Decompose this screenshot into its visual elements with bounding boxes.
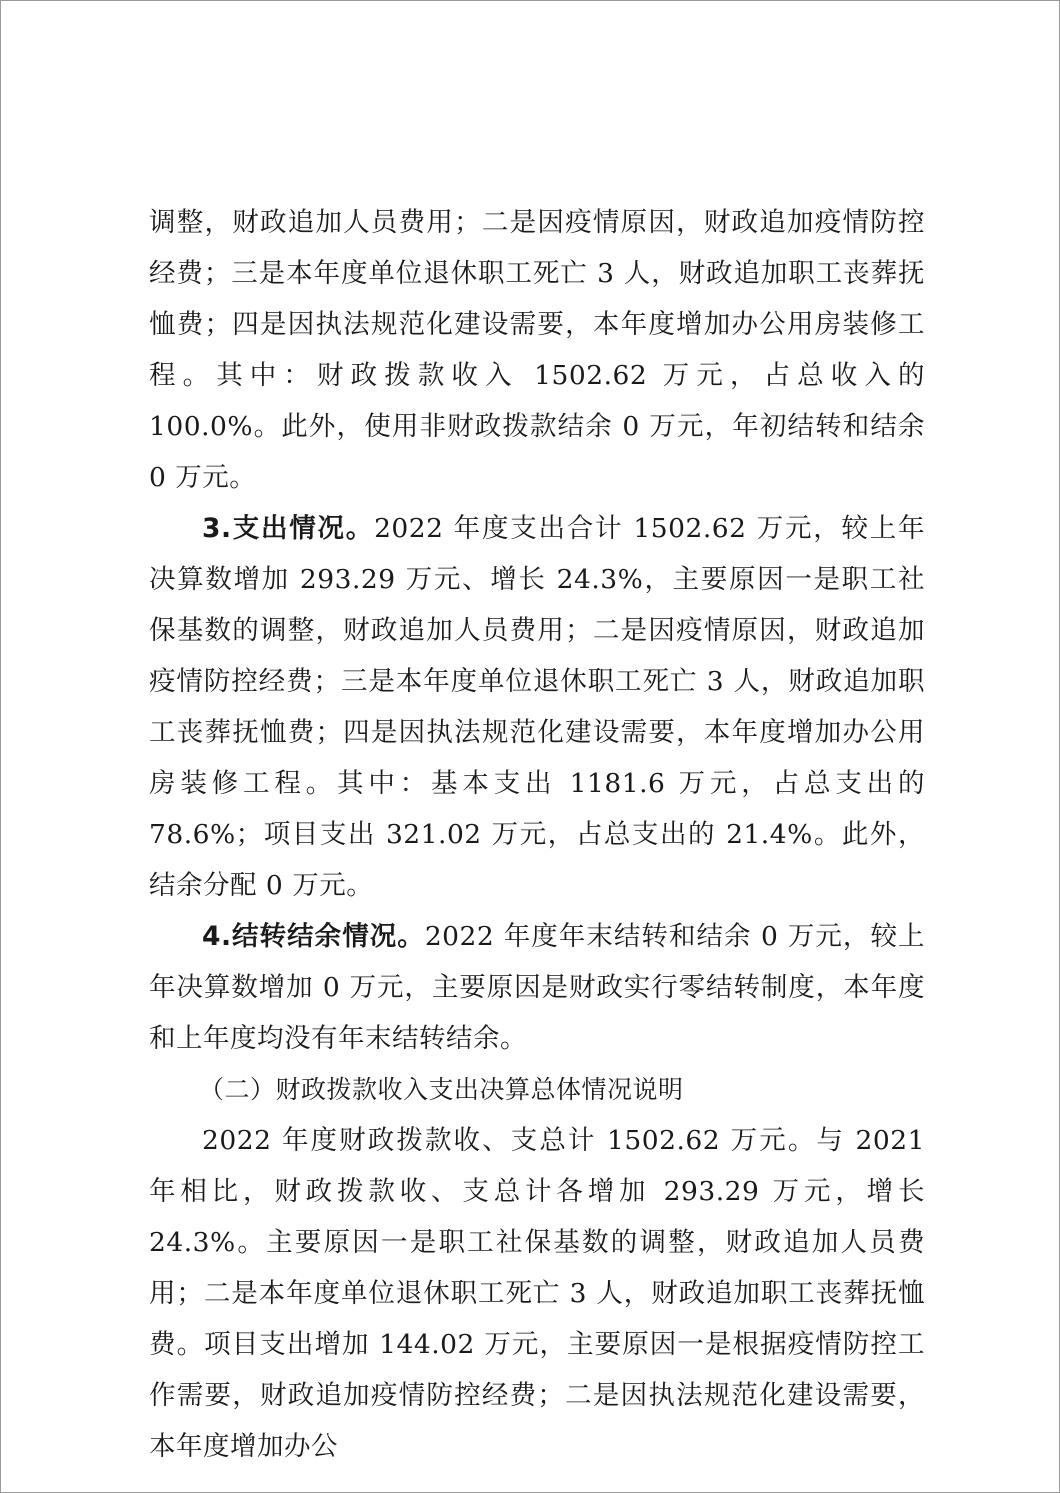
section-subheading: （二）财政拨款收入支出决算总体情况说明: [199, 1075, 684, 1104]
paragraph-text: 2022 年度支出合计 1502.62 万元，较上年决算数增加 293.29 万元、增长 24.3%，主要原因一是职工社保基数的调整，财政追加人员费用；二是因疫情原因，财政追加疫情防控经费；三是本年度单位退休职工死亡 3 人，财政追加职工丧葬抚恤费；四是因执法规范化建设需要，本年度增加办公用房装修工程。其中：基本支出 1181.6 万元，占总支出的 78.6%；项目支出 321.02 万元，占总支出的 21.4%。此外，结余分配 0 万元。: [149, 513, 925, 901]
paragraph-appropriation: [149, 1115, 925, 1472]
paragraph-text: 2022 年度财政拨款收、支总计 1502.62 万元。与 2021 年相比，财政拨款收、支总计各增加 293.29 万元，增长 24.3%。主要原因一是职工社保基数的调整，财政追加人员费用；二是本年度单位退休职工死亡 3 人，财政追加职工丧葬抚恤费。项目支出增加 144.02 万元，主要原因一是根据疫情防控工作需要，财政追加疫情防控经费；二是因执法规范化建设需要，本年度增加办公: [149, 1125, 925, 1462]
paragraph-text: 2022 年度年末结转和结余 0 万元，较上年决算数增加 0 万元，主要原因是财政实行零结转制度，本年度和上年度均没有年末结转结余。: [149, 921, 925, 1054]
paragraph-continued: [149, 197, 925, 503]
paragraph-text: 调整，财政追加人员费用；二是因疫情原因，财政追加疫情防控经费；三是本年度单位退休职工死亡 3 人，财政追加职工丧葬抚恤费；四是因执法规范化建设需要，本年度增加办公用房装修工程。其中：财政拨款收入 1502.62 万元，占总收入的 100.0%。此外，使用非财政拨款结余 0 万元，年初结转和结余 0 万元。: [149, 207, 925, 493]
paragraph-lead: 3.支出情况。: [202, 513, 375, 544]
document-body: [149, 197, 925, 1472]
paragraph-expenditure: [149, 503, 925, 911]
paragraph-lead: 4.结转结余情况。: [202, 921, 425, 952]
paragraph-balance: [149, 911, 925, 1064]
